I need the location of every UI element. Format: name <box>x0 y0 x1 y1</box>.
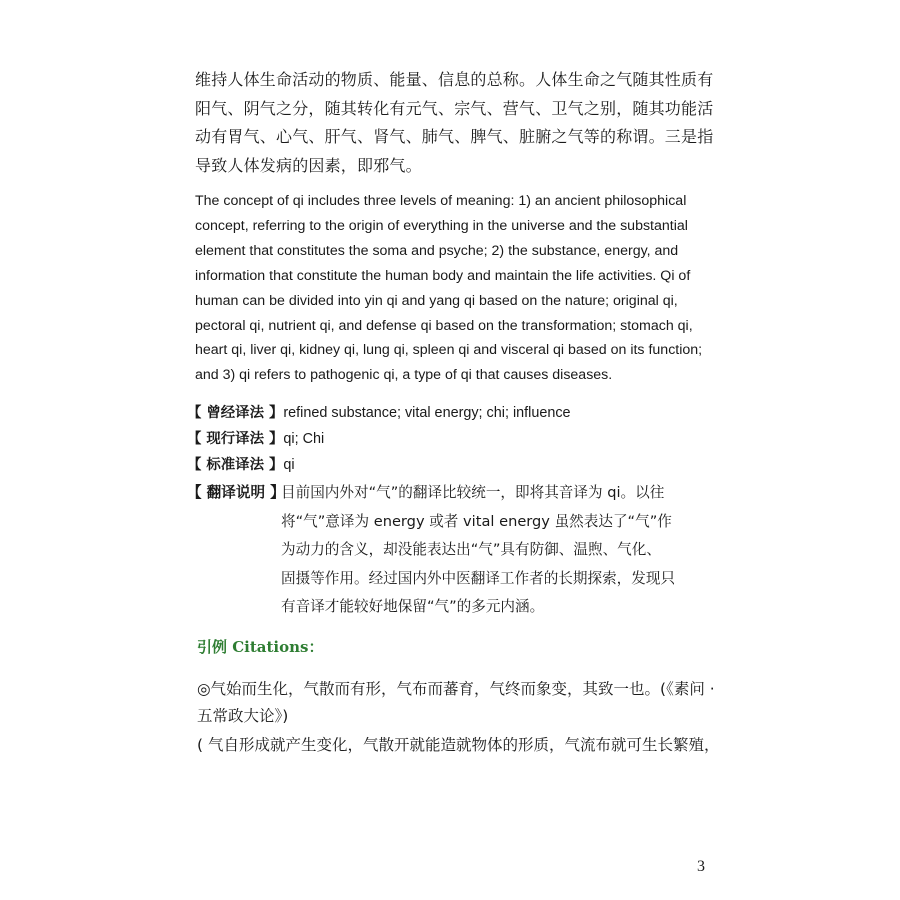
chinese-definition-paragraph: 维持人体生命活动的物质、能量、信息的总称。人体生命之气随其性质有阳气、阴气之分，随其转化有元气、宗气、营气、卫气之别，随其功能活动有胃气、心气、肝气、肾气、肺气、脾气、脏腑之气等的称谓。三是指导致人体发病的因素，即邪气。 <box>195 70 714 175</box>
translation-note-line: 有音译才能较好地保留“气”的多元内涵。 <box>281 598 545 615</box>
current-translation-value: qi; Chi <box>283 431 325 447</box>
citation-translation: ( 气自形成就产生变化，气散开就能造就物体的形质，气流布就可生长繁殖， <box>197 736 720 754</box>
translation-note-line: 为动力的含义，却没能表达出“气”具有防御、温煦、气化、 <box>281 541 661 558</box>
page-number: 3 <box>697 858 705 875</box>
current-translation-label: 【 现行译法 】 <box>187 431 284 447</box>
translation-note-line: 目前国内外对“气”的翻译比较统一，即将其音译为 qi。以往 <box>281 484 665 501</box>
english-definition-paragraph: The concept of qi includes three levels of meaning: 1) an ancient philosophical concept, referring to the origin of everything in the universe and the substantial element that constitutes the soma and psyche; 2) the substance, energy, and information that constitute the human body and maintain the life activities. Qi of human can be divided into yin qi and yang qi based on the nature; original qi, pectoral qi, nutrient qi, and defense qi based on the transformation; stomach qi, heart qi, liver qi, kidney qi, lung qi, spleen qi and visceral qi based on its function; and 3) qi refers to pathogenic qi, a type of qi that causes diseases. <box>195 193 703 384</box>
standard-translation-label: 【 标准译法 】 <box>187 457 284 473</box>
former-translation-value: refined substance; vital energy; chi; influence <box>283 405 571 421</box>
former-translation-row <box>187 403 727 423</box>
former-translation-label: 【 曾经译法 】 <box>187 405 284 421</box>
standard-translation-row <box>187 455 727 475</box>
citations-heading: 引例 Citations： <box>197 638 324 656</box>
standard-translation-value: qi <box>283 457 295 473</box>
translation-note-line: 固摄等作用。经过国内外中医翻译工作者的长期探索，发现只 <box>281 569 676 587</box>
translation-note-label: 【 翻译说明 】 <box>187 484 285 501</box>
translation-note-body <box>281 479 721 622</box>
translation-note-line: 将“气”意译为 energy 或者 vital energy 虽然表达了“气”作 <box>281 512 672 530</box>
current-translation-row <box>187 429 727 449</box>
citation-quote: ◎气始而生化，气散而有形，气布而蕃育，气终而象变，其致一也。(《素问 · 五常政大论》) <box>197 680 715 725</box>
